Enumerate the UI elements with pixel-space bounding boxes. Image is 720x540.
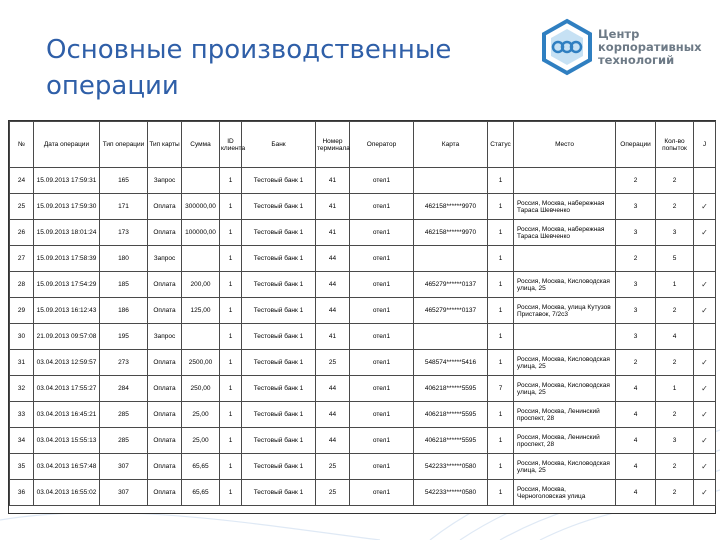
column-header: Карта [414,122,488,168]
table-cell: Оплата [148,428,182,454]
table-row [10,428,716,454]
checkmark-icon: ✓ [694,194,716,220]
table-cell: Тестовый банк 1 [242,376,316,402]
table-cell: Россия, Москва, набережная Тараса Шевченко [514,194,616,220]
table-cell: отел1 [350,428,414,454]
table-cell: 2 [616,246,656,272]
table-cell: отел1 [350,480,414,506]
table-cell: 2 [656,454,694,480]
table-cell: 3 [616,220,656,246]
table-cell: 1 [220,480,242,506]
table-cell: отел1 [350,246,414,272]
table-cell [414,324,488,350]
table-cell: 03.04.2013 16:45:21 [34,402,100,428]
table-cell: 2 [656,480,694,506]
table-cell: 3 [656,220,694,246]
table-cell: 1 [220,402,242,428]
table-cell: Тестовый банк 1 [242,168,316,194]
table-row [10,272,716,298]
table-cell: 1 [220,168,242,194]
table-row [10,402,716,428]
table-cell: 1 [488,350,514,376]
table-cell: Россия, Москва, улица Кутузов Приставок, 7/2с3 [514,298,616,324]
table-cell: Россия, Москва, Ленинский проспект, 28 [514,402,616,428]
table-cell: 3 [656,428,694,454]
table-cell: 65,65 [182,454,220,480]
table-cell: 1 [488,168,514,194]
checkmark-icon: ✓ [694,480,716,506]
checkmark-icon: ✓ [694,272,716,298]
table-cell: 35 [10,454,34,480]
table-cell: 284 [100,376,148,402]
table-cell: Оплата [148,194,182,220]
table-row [10,168,716,194]
table-cell: 44 [316,402,350,428]
table-cell: 03.04.2013 12:59:57 [34,350,100,376]
table-cell: 285 [100,428,148,454]
table-cell: 44 [316,246,350,272]
table-cell: Запрос [148,168,182,194]
table-row [10,376,716,402]
table-row [10,298,716,324]
table-cell: 15.09.2013 17:58:39 [34,246,100,272]
table-cell: Россия, Москва, Кисловодская улица, 25 [514,376,616,402]
table-cell: 100000,00 [182,220,220,246]
table-cell: 1 [488,246,514,272]
table-cell: Россия, Москва, Кисловодская улица, 25 [514,272,616,298]
checkmark-icon [694,246,716,272]
table-cell: 41 [316,194,350,220]
table-cell: 1 [220,454,242,480]
table-cell: 15.09.2013 17:59:30 [34,194,100,220]
table-cell: 44 [316,376,350,402]
table-cell: 1 [220,350,242,376]
table-cell: Оплата [148,220,182,246]
checkmark-icon: ✓ [694,220,716,246]
table-cell: отел1 [350,454,414,480]
table-cell: 1 [656,272,694,298]
table-cell: 307 [100,480,148,506]
table-cell: Запрос [148,324,182,350]
table-cell: 65,65 [182,480,220,506]
table-cell [182,168,220,194]
checkmark-icon: ✓ [694,428,716,454]
table-cell: 273 [100,350,148,376]
column-header: Номер терминала [316,122,350,168]
table-cell: 2 [656,298,694,324]
table-cell: 1 [488,194,514,220]
column-header: Оператор [350,122,414,168]
table-cell: 2 [656,402,694,428]
table-cell: 44 [316,298,350,324]
table-cell: 542233******0580 [414,454,488,480]
table-cell: 27 [10,246,34,272]
table-cell: Тестовый банк 1 [242,350,316,376]
table-cell: 171 [100,194,148,220]
table-cell: 21.09.2013 09:57:08 [34,324,100,350]
table-cell: 34 [10,428,34,454]
table-cell: 548574******5416 [414,350,488,376]
table-cell: Тестовый банк 1 [242,298,316,324]
table-cell: 3 [616,194,656,220]
table-cell [514,168,616,194]
table-cell: Тестовый банк 1 [242,246,316,272]
table-cell: Тестовый банк 1 [242,454,316,480]
company-logo [538,18,713,76]
cct-hexagon-logo-icon [538,18,596,76]
table-cell: 125,00 [182,298,220,324]
checkmark-icon: ✓ [694,454,716,480]
table-cell: Тестовый банк 1 [242,194,316,220]
table-cell: отел1 [350,402,414,428]
checkmark-icon [694,168,716,194]
column-header: ID клиента [220,122,242,168]
page-title: Основные производственные операции [46,35,452,101]
table-cell: 4 [656,324,694,350]
column-header: Тип карты [148,122,182,168]
table-cell: 4 [616,428,656,454]
table-row [10,350,716,376]
table-cell: 1 [488,220,514,246]
table-cell: 28 [10,272,34,298]
table-cell: 250,00 [182,376,220,402]
table-cell: отел1 [350,194,414,220]
table-cell: 4 [616,454,656,480]
table-cell: 4 [616,376,656,402]
table-cell: Тестовый банк 1 [242,428,316,454]
table-cell: Оплата [148,376,182,402]
table-cell: 1 [488,298,514,324]
table-cell: 25,00 [182,428,220,454]
table-cell [182,246,220,272]
operations-table-frame [8,120,716,514]
table-cell: 200,00 [182,272,220,298]
table-cell: Оплата [148,402,182,428]
table-cell: 03.04.2013 16:55:02 [34,480,100,506]
table-cell: отел1 [350,168,414,194]
table-row [10,324,716,350]
table-cell: 2 [656,350,694,376]
column-header: Операции [616,122,656,168]
table-cell: 5 [656,246,694,272]
table-cell: 32 [10,376,34,402]
logo-line: корпоративных [598,40,702,54]
table-cell: Тестовый банк 1 [242,480,316,506]
logo-text [598,28,713,67]
table-cell: 44 [316,428,350,454]
table-cell: 29 [10,298,34,324]
table-cell: 1 [488,480,514,506]
table-cell: отел1 [350,376,414,402]
table-cell: 406218******5595 [414,402,488,428]
column-header: Кол-во попыток [656,122,694,168]
table-row [10,194,716,220]
table-cell: 44 [316,272,350,298]
table-cell: отел1 [350,220,414,246]
table-cell: 2 [616,168,656,194]
table-cell [414,246,488,272]
table-cell: Россия, Москва, набережная Тараса Шевченко [514,220,616,246]
table-cell: 1 [220,324,242,350]
table-cell: Оплата [148,350,182,376]
table-cell: 36 [10,480,34,506]
table-cell: 15.09.2013 17:54:29 [34,272,100,298]
column-header: Ј [694,122,716,168]
checkmark-icon: ✓ [694,376,716,402]
table-cell: 180 [100,246,148,272]
table-cell: 03.04.2013 17:55:27 [34,376,100,402]
table-cell: 1 [220,298,242,324]
table-cell: отел1 [350,350,414,376]
column-header: № [10,122,34,168]
logo-line: технологий [598,53,675,67]
table-cell: 195 [100,324,148,350]
table-cell: Оплата [148,298,182,324]
table-cell: 4 [616,480,656,506]
table-row [10,480,716,506]
table-cell: 15.09.2013 16:12:43 [34,298,100,324]
column-header: Место [514,122,616,168]
table-cell: 03.04.2013 15:55:13 [34,428,100,454]
table-cell: 1 [488,272,514,298]
table-row [10,220,716,246]
table-cell: 406218******5595 [414,376,488,402]
table-cell: 165 [100,168,148,194]
table-cell [182,324,220,350]
table-cell: 15.09.2013 17:59:31 [34,168,100,194]
checkmark-icon: ✓ [694,350,716,376]
table-cell: Оплата [148,480,182,506]
table-cell: 1 [220,194,242,220]
table-cell: 25 [316,480,350,506]
table-cell: 3 [616,298,656,324]
table-cell: 1 [488,454,514,480]
table-cell: 1 [488,324,514,350]
table-cell: 300000,00 [182,194,220,220]
table-cell: 3 [616,324,656,350]
table-cell: 186 [100,298,148,324]
table-cell: 406218******5595 [414,428,488,454]
table-cell: Россия, Москва, Кисловодская улица, 25 [514,454,616,480]
column-header: Сумма [182,122,220,168]
column-header: Банк [242,122,316,168]
table-cell: Россия, Москва, Черноголовская улица [514,480,616,506]
table-cell: Россия, Москва, Ленинский проспект, 28 [514,428,616,454]
table-cell: Оплата [148,272,182,298]
table-cell: 462158******9970 [414,194,488,220]
table-cell [414,168,488,194]
table-cell: Тестовый банк 1 [242,220,316,246]
table-cell: 25 [10,194,34,220]
table-cell: 2500,00 [182,350,220,376]
table-cell: Запрос [148,246,182,272]
table-cell: 285 [100,402,148,428]
table-cell: 1 [656,376,694,402]
table-cell: 542233******0580 [414,480,488,506]
table-cell: 26 [10,220,34,246]
table-cell: 462158******9970 [414,220,488,246]
table-cell: 2 [656,194,694,220]
table-cell: Россия, Москва, Кисловодская улица, 25 [514,350,616,376]
table-cell [514,324,616,350]
table-cell: 465279******0137 [414,298,488,324]
table-cell: 24 [10,168,34,194]
table-cell: 1 [220,220,242,246]
operations-table [9,121,716,506]
table-cell: 41 [316,220,350,246]
table-cell: 1 [220,376,242,402]
table-cell: 25 [316,454,350,480]
table-cell: Тестовый банк 1 [242,402,316,428]
table-cell: 31 [10,350,34,376]
table-cell: 7 [488,376,514,402]
column-header: Тип операции [100,122,148,168]
logo-line: Центр [598,27,640,41]
table-cell: отел1 [350,298,414,324]
table-cell: 3 [616,272,656,298]
table-cell: 33 [10,402,34,428]
table-cell: 41 [316,168,350,194]
table-cell: 1 [220,428,242,454]
table-cell: 2 [656,168,694,194]
table-cell: 465279******0137 [414,272,488,298]
table-cell: 1 [220,246,242,272]
table-cell: 15.09.2013 18:01:24 [34,220,100,246]
table-cell: 25,00 [182,402,220,428]
table-row [10,246,716,272]
table-cell: 4 [616,402,656,428]
table-cell: 307 [100,454,148,480]
column-header: Статус [488,122,514,168]
table-header-row [10,122,716,168]
table-cell: отел1 [350,324,414,350]
checkmark-icon: ✓ [694,298,716,324]
table-cell: 1 [488,428,514,454]
table-body [10,168,716,506]
table-cell: 03.04.2013 16:57:48 [34,454,100,480]
checkmark-icon: ✓ [694,402,716,428]
column-header: Дата операции [34,122,100,168]
table-cell: 41 [316,324,350,350]
table-cell: 1 [488,402,514,428]
table-cell: Тестовый банк 1 [242,324,316,350]
table-cell: 173 [100,220,148,246]
table-cell: 2 [616,350,656,376]
table-cell: отел1 [350,272,414,298]
table-cell: 30 [10,324,34,350]
table-cell: Оплата [148,454,182,480]
table-cell [514,246,616,272]
table-cell: Тестовый банк 1 [242,272,316,298]
table-row [10,454,716,480]
table-cell: 1 [220,272,242,298]
checkmark-icon [694,324,716,350]
table-cell: 185 [100,272,148,298]
table-cell: 25 [316,350,350,376]
